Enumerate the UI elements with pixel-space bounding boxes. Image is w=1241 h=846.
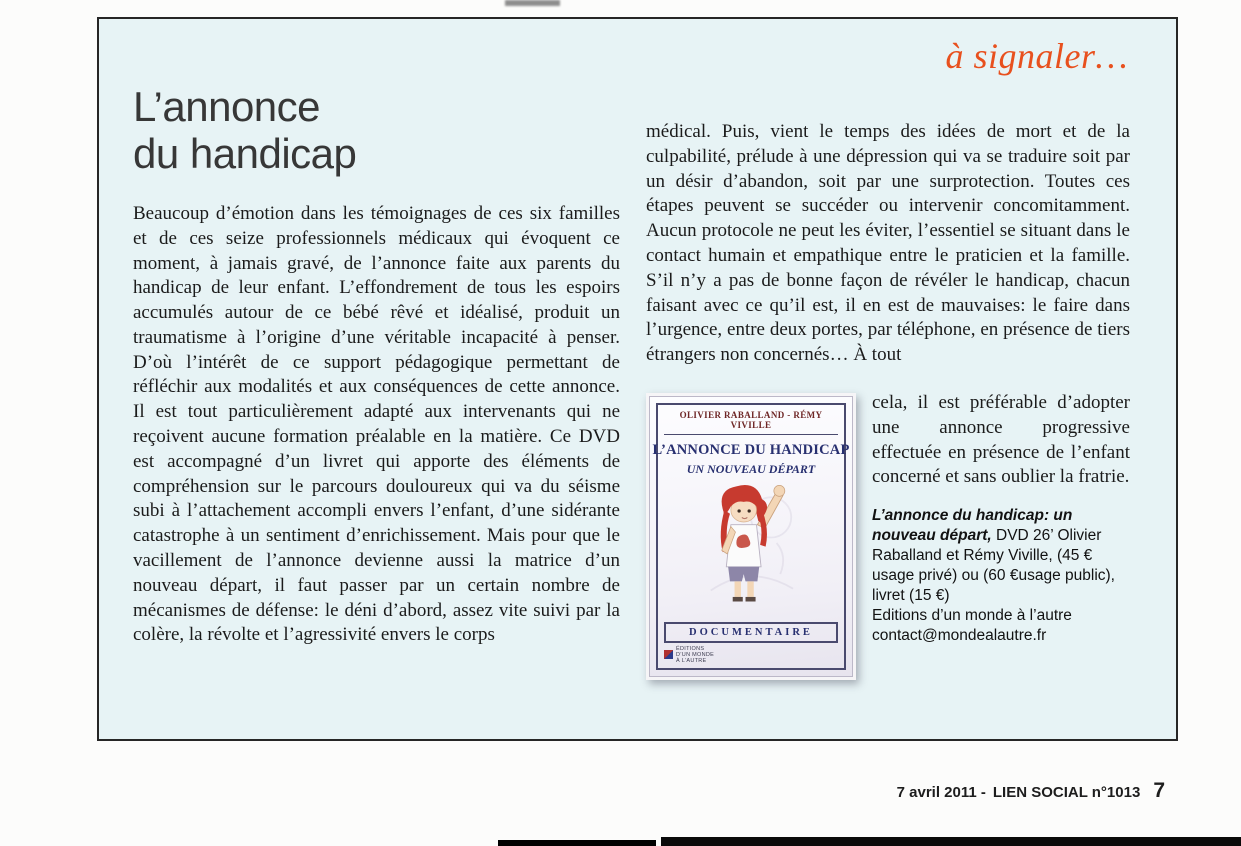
dvd-publisher-logo [664, 646, 714, 664]
article-column-left [133, 19, 620, 686]
article-column-right [646, 19, 1130, 686]
caption-contact: contact@mondealautre.fr [872, 627, 1047, 645]
dvd-cover-photo [646, 393, 856, 680]
footer-journal-name: LIEN SOCIAL n°1013 [992, 784, 1141, 801]
article-columns [133, 19, 1130, 686]
page-footer [897, 779, 1165, 803]
manga-girl-illustration [693, 479, 809, 607]
body-paragraph-right: médical. Puis, vient le temps des idées de mort et de la culpabilité, prélude à une dépression qui va se traduire soit par un désir d’abandon, soit par une surprotection. Toutes ces étapes peuvent se succéder ou intervenir concomitamment. Aucun protocole ne peut les éviter, l’essentiel se situant dans le contact humain et empathique entre le praticien et la famille. S’il n’y a pas de bonne façon de révéler le handicap, chacun faisant avec ce qu’il est, il en est de mauvaises: le faire dans l’urgence, entre deux portes, par téléphone, en présence de tiers étrangers non concernés… À tout [646, 121, 1130, 366]
scan-smudge [505, 0, 560, 6]
dvd-media-block [646, 391, 1130, 664]
caption-publisher: Editions d’un monde à l’autre [872, 607, 1072, 625]
dvd-subtitle: UN NOUVEAU DÉPART [686, 461, 816, 476]
magazine-page [97, 17, 1178, 741]
caption-details: DVD 26’ Olivier Raballand et Rémy Viville, (45 € usage privé) ou (60 €usage public), livret (15 €) [872, 527, 1115, 605]
dvd-authors: OLIVIER RABALLAND - RÉMY VIVILLE [664, 410, 838, 435]
dvd-genre: DOCUMENTAIRE [664, 622, 838, 643]
publisher-logo-text: ÉDITIONS D’UN MONDE À L’AUTRE [676, 645, 715, 664]
section-label: à signaler… [945, 36, 1128, 76]
body-paragraph-wrapped: cela, il est préférable d’adopter une annonce progressive effectuée en présence de l’enfant concerné et sans oublier la fratrie. [872, 391, 1130, 488]
dvd-cover-frame [652, 403, 850, 670]
dvd-title: L’ANNONCE DU HANDICAP [652, 441, 850, 458]
article-title-line1: L’annonce [133, 83, 321, 130]
dvd-cover [649, 396, 853, 677]
article-title [133, 83, 620, 178]
caption-title: L’annonce du handicap: un nouveau départ, [872, 507, 1073, 545]
footer-date: 7 avril 2011 - [896, 784, 986, 801]
article-title-line2: du handicap [133, 130, 357, 178]
scan-edge-bar [498, 840, 656, 846]
scan-edge-bar [661, 837, 1241, 846]
body-paragraph-left: Beaucoup d’émotion dans les témoignages de ces six familles et de ces seize professionnels médicaux qui évoquent ce moment, à jamais gravé, de l’annonce faite aux parents du handicap de leur enfant. L’effondrement de tous les espoirs accumulés autour de ce bébé rêvé et idéalisé, produit un traumatisme à l’origine d’une véritable incapacité à penser. D’où l’intérêt de ce support pédagogique permettant de réfléchir aux modalités et aux conséquences de cette annonce. Il est tout particulièrement adapté aux intervenants qui ne reçoivent aucune formation préalable en la matière. Ce DVD est accompagné d’un livret qui apporte des éléments de compréhension sur le parcours douloureux qui va du séisme subi à l’attachement accompli envers l’enfant, d’une sidérante catastrophe à un sentiment d’enrichissement. Mais pour que le vacillement de l’annonce devienne aussi la matrice d’un nouveau départ, il faut passer par un certain nombre de mécanismes de défense: le déni d’abord, assez vite suivi par la colère, la révolte et l’agressivité envers le corps [133, 202, 620, 646]
publisher-logo-mark [664, 650, 673, 659]
footer-page-number: 7 [1153, 779, 1165, 802]
